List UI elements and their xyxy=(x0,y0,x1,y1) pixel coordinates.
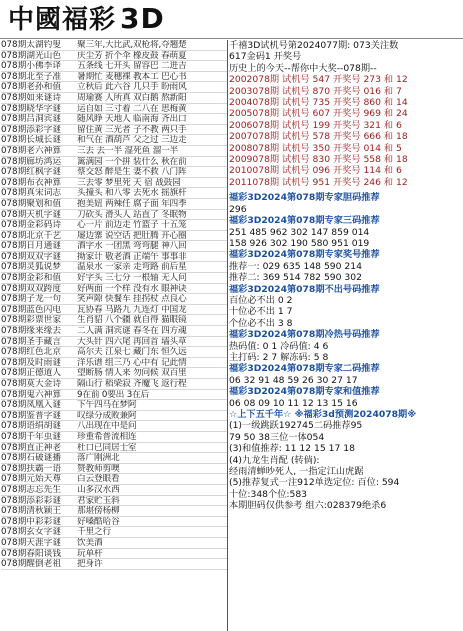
riddle-text: 山多汉水西 xyxy=(77,484,120,495)
riddle-row xyxy=(1,210,227,221)
riddle-text: 把身许 xyxy=(77,559,103,569)
riddle-issue: 078期玄女字谜 xyxy=(1,527,62,537)
riddle-issue: 078期太湖钓叟 xyxy=(1,40,62,50)
history-line: 2007078期 试机号 578 开奖号 666 和 18 xyxy=(229,131,408,143)
riddle-row xyxy=(1,252,227,263)
prediction-line: 06 08 09 10 11 12 13 15 16 xyxy=(229,397,358,409)
riddle-row xyxy=(1,305,227,316)
prediction-line: 251 485 962 302 147 859 014 xyxy=(229,226,370,238)
riddle-issue: 078期廊坊鸿运 xyxy=(1,156,62,167)
riddle-row xyxy=(1,347,227,358)
prediction-line: 个位必不出 3 8 xyxy=(229,317,293,329)
history-line: 2003078期 试机号 870 开奖号 016 和 7 xyxy=(229,85,402,97)
riddle-row xyxy=(1,315,227,326)
riddle-text: 蔡交怒 醉是生 妻不救 八门阵 xyxy=(77,167,187,177)
riddle-issue: 078期鉴普字谜 xyxy=(1,410,62,421)
riddle-text: 生肖貂 八个疆 就自得 猫眼镜 xyxy=(77,315,187,326)
riddle-text: 温泉水 一家亲 走弯路 前后星 xyxy=(77,262,187,273)
prediction-line: 158 926 302 190 580 951 019 xyxy=(229,237,370,249)
header-divider xyxy=(0,38,463,39)
riddle-text: 9在前 0要出 3在后 xyxy=(77,389,150,400)
riddle-text: 下午四马在梦阿 xyxy=(77,400,137,410)
riddle-row xyxy=(1,358,227,369)
riddle-issue: 078期聚划和值 xyxy=(1,198,62,209)
prediction-line: 296 xyxy=(229,203,247,215)
prediction-line: (1)一级跳跃192745二码推荐95 xyxy=(229,420,363,432)
riddle-text: 头撞头 和八零 去死水 摇旗杆 xyxy=(77,188,187,198)
riddle-issue: 078期彩票世家 xyxy=(1,315,62,326)
riddle-issue: 078期清秋颖王 xyxy=(1,506,62,516)
riddle-issue: 078期老六神算 xyxy=(1,145,62,156)
riddle-issue: 078期双双跨度 xyxy=(1,283,62,294)
riddle-text: 二人满 洞宾谜 春冬在 四方魂 xyxy=(77,326,187,336)
riddle-issue: 078期石破谜播 xyxy=(1,453,62,463)
riddle-row xyxy=(1,421,227,432)
riddle-text: 珍重希普流相连 xyxy=(77,431,137,442)
riddle-row xyxy=(1,549,227,560)
prediction-line: 本期胆码仅供参考 组六:028379绝杀6 xyxy=(229,500,387,512)
riddle-row xyxy=(1,474,227,485)
prediction-line: 经雨清蝉吵死人, 一指定江山虎踞 xyxy=(229,466,364,478)
riddle-text: 落广刚洲北 xyxy=(77,453,120,463)
riddle-text: 隔山行 稻梁寂 齐魔飞 返行程 xyxy=(77,379,187,389)
prediction-line: 79 50 38三位一体054 xyxy=(229,431,325,443)
riddle-text: 好字头 三七分 一根轴 无人问 xyxy=(77,273,187,283)
riddle-issue: 078期双双字谜 xyxy=(1,251,62,262)
riddle-row xyxy=(1,517,227,528)
section-heading: 福彩3D2024第078期专家胆码推荐 xyxy=(229,192,380,204)
riddle-text: 瓦协春 马路九 九连灯 中国龙 xyxy=(77,304,187,315)
riddle-issue: 078期老孙和值 xyxy=(1,82,62,92)
riddle-issue: 078期缘来缘去 xyxy=(1,326,62,336)
section-heading: 福彩3D2024第078期专家二码推荐 xyxy=(229,363,380,375)
history-line: 2008078期 试机号 350 开奖号 014 和 5 xyxy=(229,142,402,154)
prediction-panel xyxy=(229,40,462,631)
riddle-issue: 078期春阳谈钱 xyxy=(1,548,62,559)
riddle-row xyxy=(1,231,227,242)
riddle-issue: 078期元始天尊 xyxy=(1,474,62,484)
riddle-row xyxy=(1,527,227,538)
riddle-row xyxy=(1,506,227,517)
riddle-text: 和气在 酒葫芦 父之过 三边走 xyxy=(77,135,187,145)
riddle-text: 运自如 三寸着 二八在 思梅黄 xyxy=(77,103,187,114)
prediction-line: 推荐一: 029 635 148 590 214 xyxy=(229,260,362,272)
riddle-row xyxy=(1,93,227,104)
riddle-text: 望断肠 情人来 勿问候 双百里 xyxy=(77,368,187,378)
riddle-issue: 078期长城长谜 xyxy=(1,135,62,145)
riddle-text: 留住黄 三光者 子不教 两只手 xyxy=(77,124,187,135)
riddle-issue: 078期凤凰入谜 xyxy=(1,400,62,410)
riddle-text: 赞教师剪噢 xyxy=(77,463,120,474)
riddle-row xyxy=(1,125,227,136)
history-line: 2005078期 试机号 607 开奖号 969 和 24 xyxy=(229,108,408,120)
riddle-text: 五条线 七开头 留容巴 二进吉 xyxy=(77,61,187,71)
riddle-row xyxy=(1,379,227,390)
prediction-line: (4)九龙生肖配 (转倘): xyxy=(229,454,320,466)
riddle-text: 笑声隙 快餐车 挂拐杖 点良心 xyxy=(77,294,187,304)
riddle-issue: 078期天机字谜 xyxy=(1,209,62,220)
page-header xyxy=(0,0,463,38)
riddle-issue: 078期语绢胡谜 xyxy=(1,421,62,431)
riddle-text: 篱满园 一个拼 装什么 秋在前 xyxy=(77,156,187,167)
riddle-issue: 078期及时雨谜 xyxy=(1,357,62,368)
section-heading: 福彩3D2024第078期专家和值推荐 xyxy=(229,386,380,398)
history-line: 2006078期 试机号 199 开奖号 321 和 6 xyxy=(229,119,402,131)
prediction-line: (3)和值推荐: 11 12 15 17 18 xyxy=(229,443,355,455)
riddle-text: 大头针 四六尾 再回首 墙头草 xyxy=(77,336,187,347)
riddle-row xyxy=(1,82,227,93)
riddle-text: 周瑜赛 人所真 双白鹅 熬新阳 xyxy=(77,92,187,103)
riddle-issue: 078期添彩字谜 xyxy=(1,124,62,135)
riddle-row xyxy=(1,390,227,401)
prediction-line: 06 32 91 48 59 26 30 27 17 xyxy=(229,374,358,386)
riddle-row xyxy=(1,368,227,379)
riddle-row xyxy=(1,72,227,83)
intro-line: 千禧3D试机号第2024077期: 073关注数 xyxy=(229,40,399,51)
section-heading: 福彩3D2024第078期专家奖号推荐 xyxy=(229,249,380,261)
riddle-list xyxy=(1,40,228,631)
riddle-issue: 078期真宋词志 xyxy=(1,188,62,198)
riddle-issue: 078期湖光山色 xyxy=(1,50,62,61)
riddle-text: 随风睁 天地人 临南海 齐出口 xyxy=(77,114,187,124)
riddle-row xyxy=(1,337,227,348)
brand-logo xyxy=(8,2,165,37)
riddle-text: 酒字水 一团黑 弯弯腿 神八回 xyxy=(77,241,187,251)
riddle-row xyxy=(1,167,227,178)
riddle-row xyxy=(1,443,227,454)
riddle-text: 三去 去一半 湿死鱼 溜一半 xyxy=(77,145,179,156)
prediction-line: 主打码: 2 7 解冻码: 5 8 xyxy=(229,351,329,363)
riddle-text: 那堪傍杨柳 xyxy=(77,506,120,516)
riddle-text: 心一片 前边走 竹篮子 十五笼 xyxy=(77,220,187,230)
riddle-row xyxy=(1,40,227,51)
riddle-issue: 078期子龙一句 xyxy=(1,294,62,304)
riddle-row xyxy=(1,178,227,189)
riddle-text: 庆尘芳 折个伞 橡皮鼓 春萌夏 xyxy=(77,50,187,61)
riddle-text: 暑期忙 麦穗裸 教本工 巴心书 xyxy=(77,71,187,82)
riddle-issue: 078期志忘先生 xyxy=(1,484,62,495)
riddle-issue: 078期小佛李译 xyxy=(1,61,62,71)
riddle-row xyxy=(1,262,227,273)
riddle-row xyxy=(1,61,227,72)
riddle-issue: 078期天涯字谜 xyxy=(1,537,62,548)
riddle-row xyxy=(1,114,227,125)
riddle-issue: 078期日月通谜 xyxy=(1,241,62,251)
riddle-row xyxy=(1,284,227,295)
riddle-text: 君家贮玉斜 xyxy=(77,495,120,506)
riddle-row xyxy=(1,294,227,305)
history-line: 2004078期 试机号 735 开奖号 860 和 14 xyxy=(229,97,408,109)
riddle-text: 高尔夫 江泉七 藏门东 恒久远 xyxy=(77,347,187,357)
riddle-row xyxy=(1,199,227,210)
riddle-text: 拗家计 敬老酒 正端午 事事非 xyxy=(77,251,187,262)
riddle-row xyxy=(1,538,227,549)
history-line: 2009078期 试机号 830 开奖号 558 和 18 xyxy=(229,154,408,166)
riddle-issue: 078期鬼六神算 xyxy=(1,389,62,400)
riddle-row xyxy=(1,453,227,464)
section-heading: 福彩3D2024第078期专家三码推荐 xyxy=(229,215,380,227)
riddle-row xyxy=(1,104,227,115)
riddle-row xyxy=(1,464,227,475)
history-line: 2010078期 试机号 096 开奖号 114 和 6 xyxy=(229,165,402,177)
prediction-line: 十位必不出 1 7 xyxy=(229,306,293,318)
riddle-issue: 078期吕洞宾谜 xyxy=(1,114,62,124)
riddle-text: 八出现在中是问 xyxy=(77,421,137,431)
riddle-text: 三去零 梦里死 天 宿 战鼓园 xyxy=(77,177,181,188)
riddle-text: 刀砍头 滑头人 站直了 冬眠物 xyxy=(77,209,187,220)
riddle-text: 聚三年,大比武,双枪将,夺翘楚 xyxy=(77,40,187,50)
prediction-line: 推荐二: 369 514 782 590 302 xyxy=(229,272,362,284)
riddle-row xyxy=(1,51,227,62)
riddle-issue: 078期红枫字谜 xyxy=(1,167,62,177)
riddle-issue: 078期布衣神算 xyxy=(1,177,62,188)
riddle-row xyxy=(1,411,227,422)
section-heading: 福彩3D2024第078期冷热号码推荐 xyxy=(229,329,380,341)
riddle-text: 好嗓酷哈谷 xyxy=(77,516,120,527)
riddle-row xyxy=(1,496,227,507)
riddle-row xyxy=(1,273,227,284)
riddle-text: 叹绿分成败兼阿 xyxy=(77,410,137,421)
prediction-line: (5)推荐复式一注912单选定位: 百位: 594 xyxy=(229,477,400,489)
riddle-issue: 078期扶霸一语 xyxy=(1,463,62,474)
riddle-issue: 078期晓华字谜 xyxy=(1,103,62,114)
history-line: 2002078期 试机号 547 开奖号 273 和 12 xyxy=(229,74,408,86)
riddle-row xyxy=(1,157,227,168)
riddle-issue: 078期千年虫谜 xyxy=(1,431,62,442)
riddle-row xyxy=(1,188,227,199)
riddle-text: 玩单杆 xyxy=(77,548,103,559)
riddle-text: 抱美妞 两辣任 腐子面 年四季 xyxy=(77,198,187,209)
prediction-line: 百位必不出 0 2 xyxy=(229,294,293,306)
riddle-text: 立秋后 此六谷 几只手 盼雨风 xyxy=(77,82,187,92)
riddle-issue: 078期圣手藏言 xyxy=(1,336,62,347)
riddle-issue: 078期灵狐说梦 xyxy=(1,262,62,273)
section-heading: 福彩3D2024第078期不出号码推荐 xyxy=(229,283,380,295)
riddle-text: 白云登眼看 xyxy=(77,474,120,484)
riddle-text: 好两面 一个样 没有水 眼神诀 xyxy=(77,283,187,294)
riddle-row xyxy=(1,241,227,252)
riddle-row xyxy=(1,135,227,146)
riddle-issue: 078期如来谜诗 xyxy=(1,92,62,103)
riddle-issue: 078期北京千艺 xyxy=(1,230,62,241)
riddle-text: 饮美酒 xyxy=(77,537,103,548)
riddle-row xyxy=(1,559,227,570)
riddle-issue: 078期莫大金诗 xyxy=(1,379,62,389)
riddle-issue: 078期醒倒老祖 xyxy=(1,559,62,569)
riddle-text: 屡边寨 说空话 把肚腾 开心圈 xyxy=(77,230,187,241)
history-line: 2011078期 试机号 951 开奖号 246 和 12 xyxy=(229,176,408,188)
riddle-issue: 078期直正神老 xyxy=(1,442,62,453)
prediction-line: 十位:348个位:583 xyxy=(229,488,308,500)
game-name: 3D xyxy=(120,2,165,35)
prediction-line: 热码值: 0 1 冷码值: 4 6 xyxy=(229,340,329,352)
brand-name: 中國福彩 xyxy=(8,5,117,35)
riddle-row xyxy=(1,326,227,337)
riddle-issue: 078期蓝色闪电 xyxy=(1,304,62,315)
riddle-issue: 078期金彩和值 xyxy=(1,273,62,283)
riddle-text: 千里之行 xyxy=(77,527,111,537)
riddle-row xyxy=(1,485,227,496)
section-heading: ☆上下五千年☆ ※福彩3d预测2024078期※ xyxy=(229,409,417,420)
riddle-row xyxy=(1,146,227,157)
riddle-text: 杜口已同居士室 xyxy=(77,442,137,453)
intro-line: 617金码1 开奖号 xyxy=(229,51,302,63)
intro-line: 历史上的今天--帮你中大奖--078期-- xyxy=(229,62,377,74)
riddle-text: 洋乐谱 组三乃 心中有 记此情 xyxy=(77,357,187,368)
riddle-issue: 078期正德道人 xyxy=(1,368,62,378)
riddle-issue: 078期北至子准 xyxy=(1,71,62,82)
riddle-issue: 078期红色北京 xyxy=(1,347,62,357)
riddle-row xyxy=(1,432,227,443)
riddle-issue: 078期金彩码诗 xyxy=(1,220,62,230)
riddle-issue: 078期中彩彩谜 xyxy=(1,516,62,527)
riddle-row xyxy=(1,220,227,231)
riddle-issue: 078期添彩彩谜 xyxy=(1,495,62,506)
riddle-row xyxy=(1,400,227,411)
